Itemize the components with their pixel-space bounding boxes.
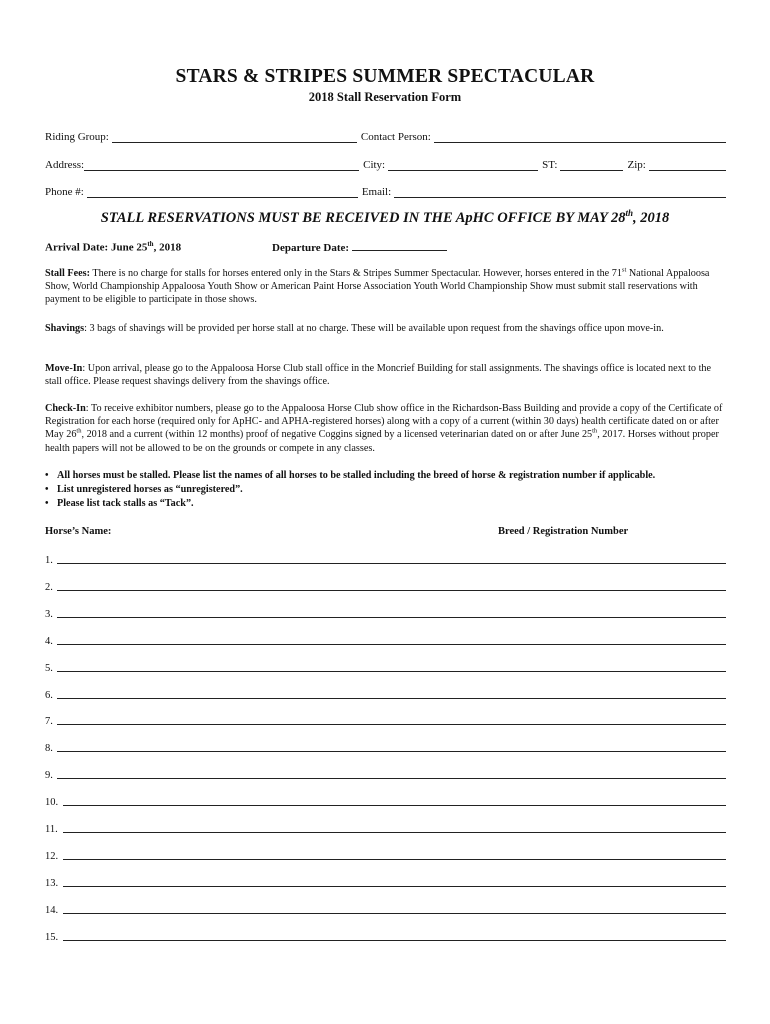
horse-name-field[interactable]	[63, 859, 498, 860]
row-number: 2.	[45, 582, 53, 593]
breed-registration-field[interactable]	[498, 644, 726, 645]
breed-registration-field[interactable]	[498, 563, 726, 564]
breed-registration-field[interactable]	[498, 913, 726, 914]
breed-registration-field[interactable]	[498, 778, 726, 779]
row-number: 11.	[45, 824, 58, 835]
horse-row	[45, 792, 727, 808]
city-field[interactable]	[388, 158, 538, 171]
row-number: 1.	[45, 555, 53, 566]
horse-name-field[interactable]	[57, 778, 498, 779]
horse-name-field[interactable]	[57, 590, 498, 591]
horse-name-field[interactable]	[63, 886, 498, 887]
departure-date: Departure Date:	[272, 240, 447, 254]
horse-row	[45, 711, 727, 727]
horse-name-field[interactable]	[57, 671, 498, 672]
stall-fees-paragraph: Stall Fees: There is no charge for stalls for horses entered only in the Stars & Stripes Summer Spectacular. However, horses entered in the 71st National Appaloosa Show, World Championship Appaloosa Youth Show or American Paint Horse Association Youth World Championship Show must submit stall reservations with payment to be eligible to participate in those shows.	[45, 266, 710, 306]
contact-row-3	[45, 182, 726, 198]
row-number: 10.	[45, 797, 59, 808]
deadline-banner: STALL RESERVATIONS MUST BE RECEIVED IN THE ApHC OFFICE BY MAY 28th, 2018	[100, 208, 670, 226]
breed-registration-field[interactable]	[498, 590, 726, 591]
horse-name-field[interactable]	[57, 617, 498, 618]
contact-person-label: Contact Person:	[360, 131, 431, 143]
address-field[interactable]	[84, 158, 359, 171]
breed-registration-field[interactable]	[498, 617, 726, 618]
breed-registration-field[interactable]	[498, 671, 726, 672]
row-number: 12.	[45, 851, 59, 862]
horse-name-field[interactable]	[63, 805, 498, 806]
zip-label: Zip:	[627, 159, 646, 171]
contact-row-2	[45, 155, 726, 171]
row-number: 9.	[45, 770, 53, 781]
horse-name-field[interactable]	[57, 563, 498, 564]
horse-row	[45, 873, 727, 889]
row-number: 14.	[45, 905, 59, 916]
departure-date-field[interactable]	[352, 240, 447, 251]
instructions-list	[45, 469, 735, 511]
form-subtitle: 2018 Stall Reservation Form	[308, 90, 462, 104]
horse-name-field[interactable]	[57, 698, 498, 699]
arrival-date: Arrival Date: June 25th, 2018	[45, 240, 182, 254]
horse-row	[45, 819, 727, 835]
horse-row	[45, 604, 727, 620]
row-number: 15.	[45, 932, 59, 943]
horse-name-header: Horse’s Name:	[45, 526, 112, 537]
breed-registration-field[interactable]	[498, 940, 726, 941]
horse-name-field[interactable]	[57, 751, 498, 752]
bullet-icon: •	[45, 484, 49, 495]
row-number: 3.	[45, 609, 53, 620]
horse-row	[45, 738, 727, 754]
row-number: 7.	[45, 716, 53, 727]
horse-row	[45, 846, 727, 862]
breed-registration-field[interactable]	[498, 698, 726, 699]
riding-group-field[interactable]	[112, 130, 357, 143]
horse-name-field[interactable]	[57, 724, 498, 725]
horse-row	[45, 631, 727, 647]
breed-registration-field[interactable]	[498, 859, 726, 860]
list-item: • All horses must be stalled. Please list the names of all horses to be stalled including the breed of horse & registration number if applicable.	[45, 470, 656, 481]
horse-name-field[interactable]	[63, 940, 498, 941]
horse-row	[45, 900, 727, 916]
state-field[interactable]	[560, 158, 623, 171]
bullet-icon: •	[45, 470, 49, 481]
zip-field[interactable]	[649, 158, 726, 171]
phone-label: Phone #:	[45, 186, 84, 198]
list-item: • Please list tack stalls as “Tack”.	[45, 498, 194, 509]
breed-registration-field[interactable]	[498, 886, 726, 887]
horse-row	[45, 658, 727, 674]
contact-row-1	[45, 127, 726, 143]
breed-registration-field[interactable]	[498, 832, 726, 833]
breed-registration-field[interactable]	[498, 751, 726, 752]
horse-row	[45, 685, 727, 701]
horse-row	[45, 927, 727, 943]
dates-row	[45, 240, 725, 256]
row-number: 13.	[45, 878, 59, 889]
horse-row	[45, 577, 727, 593]
check-in-paragraph: Check-In: To receive exhibitor numbers, please go to the Appaloosa Horse Club show office in the Richardson-Bass Building and provide a copy of the Certificate of Registration for each horse (required only for ApHC- and APHA-registered horses) along with a copy of a current (within 30 days) health certificate dated on or after May 26th, 2018 and a current (within 12 months) proof of negative Coggins signed by a licensed veterinarian dated on or after June 25th, 2017. Horses without proper health papers will not be allowed to be on the grounds or compete in any classes.	[45, 403, 723, 454]
breed-registration-header: Breed / Registration Number	[498, 526, 629, 537]
city-label: City:	[363, 159, 386, 171]
row-number: 5.	[45, 663, 53, 674]
riding-group-label: Riding Group:	[45, 131, 109, 143]
list-item: • List unregistered horses as “unregistered”.	[45, 484, 243, 495]
email-field[interactable]	[394, 185, 726, 198]
phone-field[interactable]	[87, 185, 358, 198]
state-label: ST:	[542, 159, 558, 171]
row-number: 8.	[45, 743, 53, 754]
contact-person-field[interactable]	[434, 130, 726, 143]
horse-row	[45, 550, 727, 566]
move-in-paragraph: Move-In: Upon arrival, please go to the Appaloosa Horse Club stall office in the Moncrief Building for stall assignments. The shavings office is located next to the stall office. Please request shavings delivery from the shavings office.	[45, 363, 712, 388]
shavings-paragraph: Shavings: 3 bags of shavings will be provided per horse stall at no charge. These will be available upon request from the shavings office upon move-in.	[45, 323, 664, 334]
address-label: Address:	[45, 159, 85, 171]
row-number: 6.	[45, 690, 53, 701]
form-title: STARS & STRIPES SUMMER SPECTACULAR	[175, 66, 595, 87]
horse-name-field[interactable]	[63, 832, 498, 833]
breed-registration-field[interactable]	[498, 805, 726, 806]
horse-row	[45, 765, 727, 781]
horse-name-field[interactable]	[57, 644, 498, 645]
breed-registration-field[interactable]	[498, 724, 726, 725]
row-number: 4.	[45, 636, 53, 647]
bullet-icon: •	[45, 498, 49, 509]
email-label: Email:	[361, 186, 392, 198]
horse-name-field[interactable]	[63, 913, 498, 914]
